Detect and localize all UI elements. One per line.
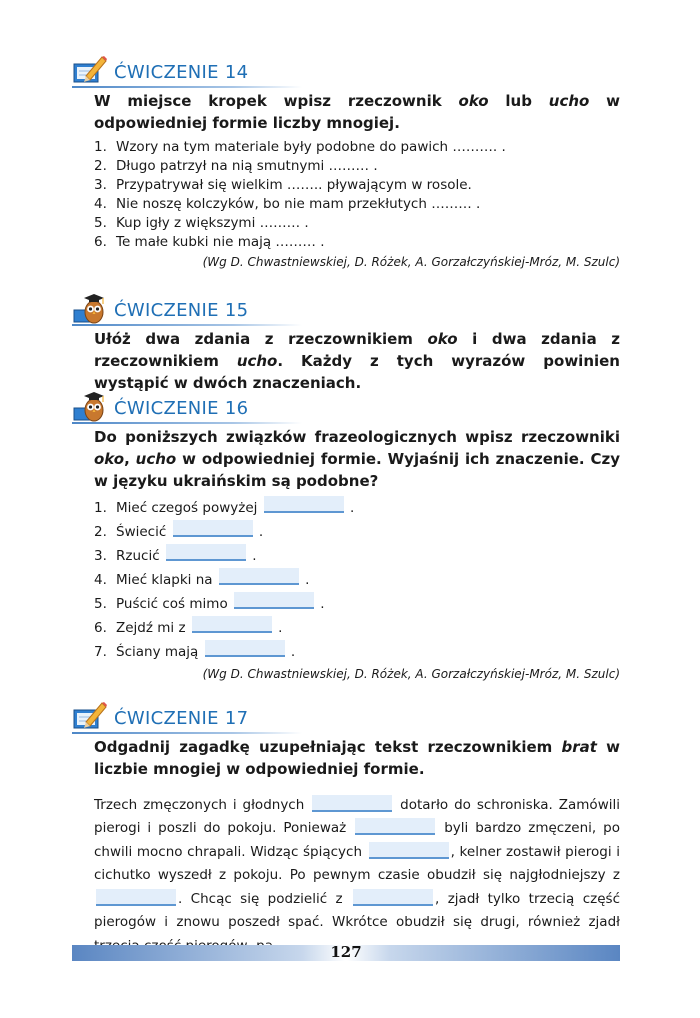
page-footer-bar xyxy=(72,945,620,961)
owl-graduate-icon xyxy=(72,390,108,422)
list-item: 4. Mieć klapki na . xyxy=(94,568,620,592)
answer-blank[interactable] xyxy=(96,889,176,906)
answer-blank[interactable] xyxy=(369,842,449,859)
list-item: 3. Rzucić . xyxy=(94,544,620,568)
exercise-14-list xyxy=(72,138,620,252)
list-item: 6. Te małe kubki nie mają ……… . xyxy=(94,234,325,250)
exercise-14-header xyxy=(72,54,620,90)
list-item: 2. Długo patrzył na nią smutnymi ……… . xyxy=(94,158,378,174)
answer-blank[interactable] xyxy=(312,795,392,812)
exercise-16 xyxy=(72,390,620,681)
exercise-17-title: ĆWICZENIE 17 xyxy=(114,708,248,732)
answer-blank[interactable] xyxy=(353,889,433,906)
exercise-15-title: ĆWICZENIE 15 xyxy=(114,300,248,324)
pencil-notebook-icon xyxy=(72,700,108,732)
answer-blank[interactable] xyxy=(355,818,435,835)
answer-blank[interactable] xyxy=(205,640,285,657)
exercise-16-header xyxy=(72,390,620,426)
list-item: 5. Kup igły z większymi ……… . xyxy=(94,215,309,231)
owl-graduate-icon xyxy=(72,292,108,324)
exercise-17 xyxy=(72,700,620,972)
exercise-15-instruction: Ułóż dwa zdania z rzeczownikiem oko i dwa zdania z rzeczownikiem ucho. Każdy z tych wyrazów powinien wystąpić w dwóch znaczeniach. xyxy=(94,330,621,392)
exercise-14-instruction: W miejsce kropek wpisz rzeczownik oko lub ucho w odpowiedniej formie liczby mnogiej. xyxy=(94,92,620,132)
exercise-16-instruction: Do poniższych związków frazeologicznych wpisz rzeczowniki oko, ucho w odpowiedniej formie. Wyjaśnij ich znaczenie. Czy w języku ukraińskim są podobne? xyxy=(94,428,621,490)
list-item: 5. Puścić coś mimo . xyxy=(94,592,620,616)
answer-blank[interactable] xyxy=(264,496,344,513)
answer-blank[interactable] xyxy=(234,592,314,609)
exercise-16-title: ĆWICZENIE 16 xyxy=(114,398,248,422)
list-item: 2. Świecić . xyxy=(94,520,620,544)
list-item: 1. Wzory na tym materiale były podobne do pawich ………. . xyxy=(94,139,506,155)
exercise-14 xyxy=(72,54,620,269)
answer-blank[interactable] xyxy=(219,568,299,585)
exercise-15 xyxy=(72,292,620,398)
exercise-17-header xyxy=(72,700,620,736)
list-item: 7. Ściany mają . xyxy=(94,640,620,664)
riddle-text: Trzech zmęczonych i głodnych dotarło do schroniska. Zamówili pierogi i poszli do pokoju. Ponieważ byli bardzo zmęczeni, po chwili mocno chrapali. Widząc śpiących , kelner zostawił pierogi i cichutko wyszedł z pokoju. Po pewnym czasie obudził się najgłodniejszy z . Chcąc się podzielić z , zjadł tylko trzecią część pierogów i znowu poszedł spać. Wkrótce obudził się drugi, również zjadł xyxy=(94,796,621,930)
exercise-15-header xyxy=(72,292,620,328)
exercise-16-list xyxy=(72,496,620,664)
source-citation: (Wg D. Chwastniewskiej, D. Różek, A. Gorzałczyńskiej-Mróz, M. Szulc) xyxy=(202,667,620,681)
list-item: 3. Przypatrywał się wielkim …….. pływającym w rosole. xyxy=(94,177,472,193)
exercise-14-title: ĆWICZENIE 14 xyxy=(114,62,248,86)
list-item: 1. Mieć czegoś powyżej . xyxy=(94,496,620,520)
answer-blank[interactable] xyxy=(166,544,246,561)
pencil-notebook-icon xyxy=(72,54,108,86)
list-item: 6. Zejdź mi z . xyxy=(94,616,620,640)
list-item: 4. Nie noszę kolczyków, bo nie mam przekłutych ……… . xyxy=(94,196,481,212)
exercise-17-instruction: Odgadnij zagadkę uzupełniając tekst rzeczownikiem brat w liczbie mnogiej w odpowiedniej formie. xyxy=(94,738,620,778)
answer-blank[interactable] xyxy=(173,520,253,537)
source-citation: (Wg D. Chwastniewskiej, D. Różek, A. Gorzałczyńskiej-Mróz, M. Szulc) xyxy=(202,255,620,269)
answer-blank[interactable] xyxy=(192,616,272,633)
page-number: 127 xyxy=(330,943,362,961)
